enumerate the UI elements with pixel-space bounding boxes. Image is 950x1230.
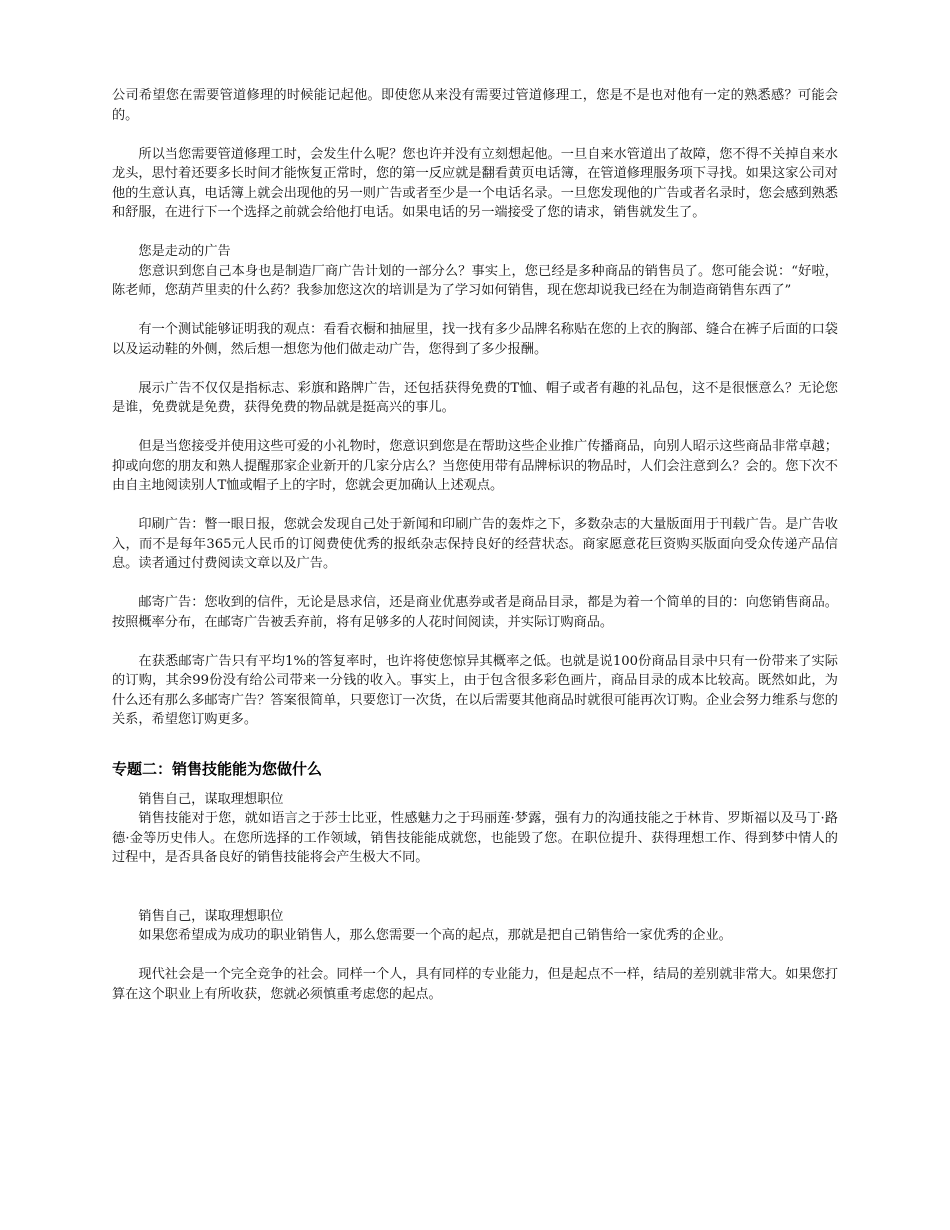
subsection-title-walking-ad: 您是走动的广告 — [138, 244, 231, 259]
paragraph-gift-promotion: 但是当您接受并使用这些可爱的小礼物时，您意识到您是在帮助这些企业推广传播商品，向别人昭示这些商品非常卓越；抑或向您的朋友和熟人提醒那家企业新开的几家分店么？当您使用带有品牌标识的物品时，人们会注意到么？会的。您下次不由自主地阅读别人T恤或帽子上的字时，您就会更加确认上述观点。 — [112, 439, 838, 493]
paragraph-gap — [112, 223, 838, 243]
paragraph-brand-test: 有一个测试能够证明我的观点：看看衣橱和抽屉里，找一找有多少品牌名称贴在您的上衣的胸部、缝合在裤子后面的口袋以及运动鞋的外侧，然后想一想您为他们做走动广告，您得到了多少报酬。 — [112, 322, 838, 357]
paragraph-sales-skills: 销售技能对于您，就如语言之于莎士比亚，性感魅力之于玛丽莲·梦露，强有力的沟通技能之于林肯、罗斯福以及马丁·路德·金等历史伟人。在您所选择的工作领域，销售技能能成就您，也能毁了您。在职位提升、获得理想工作、得到梦中情人的过程中，是否具备良好的销售技能将会产生极大不同。 — [112, 811, 838, 865]
subsection-title-sell-yourself-repeat: 销售自己，谋取理想职位 — [138, 908, 284, 924]
paragraph-mail-ads: 邮寄广告：您收到的信件，无论是恳求信，还是商业优惠券或者是商品目录，都是为着一个简单的目的：向您销售商品。按照概率分布，在邮寄广告被丢弃前，将有足够多的人花时间阅读，并实际订购商品。 — [112, 595, 838, 630]
paragraph-starting-point: 如果您希望成为成功的职业销售人，那么您需要一个高的起点，那就是把自己销售给一家优秀的企业。 — [138, 928, 732, 943]
paragraph-walking-ad: 您意识到您自己本身也是制造厂商广告计划的一部分么？事实上，您已经是多种商品的销售员了。您可能会说：“好啦，陈老师，您葫芦里卖的什么药？我参加您这次的培训是为了学习如何销售，现在您却说我已经在为制造商销售东西了” — [112, 263, 838, 298]
paragraph-gap — [112, 632, 838, 652]
paragraph-competition: 现代社会是一个完全竞争的社会。同样一个人，具有同样的专业能力，但是起点不一样，结局的差别就非常大。如果您打算在这个职业上有所收获，您就必须慎重考虑您的起点。 — [112, 967, 838, 1002]
heading-gap — [112, 780, 838, 790]
paragraph-response-rate: 在获悉邮寄广告只有平均1%的答复率时，也许将使您惊异其概率之低。也就是说100份商品目录中只有一份带来了实际的订购，其余99份没有给公司带来一分钱的收入。事实上，由于包含很多彩色画片，商品目录的成本比较高。既然如此，为什么还有那么多邮寄广告？答案很简单，只要您订一次货，在以后需要其他商品时就很可能再次订购。企业会努力维系与您的关系，希望您订购更多。 — [112, 653, 838, 727]
subsection-title-sell-yourself: 销售自己，谋取理想职位 — [138, 791, 284, 807]
paragraph-gap — [112, 868, 838, 907]
paragraph-print-ads: 印刷广告：瞥一眼日报，您就会发现自己处于新闻和印刷广告的轰炸之下，多数杂志的大量版面用于刊载广告。是广告收入，而不是每年365元人民币的订阅费使优秀的报纸杂志保持良好的经营状态。商家愿意花巨资购买版面向受众传递产品信息。读者通过付费阅读文章以及广告。 — [112, 517, 838, 571]
paragraph-gap — [112, 301, 838, 321]
section-heading-topic-two: 专题二：销售技能能为您做什么 — [112, 759, 323, 778]
paragraph-plumber-call: 所以当您需要管道修理工时，会发生什么呢？您也许并没有立刻想起他。一旦自来水管道出了故障，您不得不关掉自来水龙头，思忖着还要多长时间才能恢复正常时，您的第一反应就是翻看黄页电话簿，在管道修理服务项下寻找。如果这家公司对他的生意认真，电话簿上就会出现他的另一则广告或者至少是一个电话名录。一旦您发现他的广告或者名录时，您会感到熟悉和舒服，在进行下一个选择之前就会给他打电话。如果电话的另一端接受了您的请求，销售就发生了。 — [112, 146, 838, 220]
paragraph-gap — [112, 574, 838, 594]
paragraph-gap — [112, 946, 838, 966]
paragraph-plumber-familiarity: 公司希望您在需要管道修理的时候能记起他。即使您从来没有需要过管道修理工，您是不是也对他有一定的熟悉感？可能会的。 — [112, 88, 838, 123]
paragraph-gap — [112, 359, 838, 379]
paragraph-gap — [112, 496, 838, 516]
paragraph-display-ads: 展示广告不仅仅是指标志、彩旗和路牌广告，还包括获得免费的T恤、帽子或者有趣的礼品包，这不是很惬意么？无论您是谁，免费就是免费，获得免费的物品就是挺高兴的事儿。 — [112, 380, 838, 415]
paragraph-gap — [112, 418, 838, 438]
section-gap — [112, 730, 838, 758]
paragraph-gap — [112, 125, 838, 145]
document-page — [112, 86, 838, 1004]
